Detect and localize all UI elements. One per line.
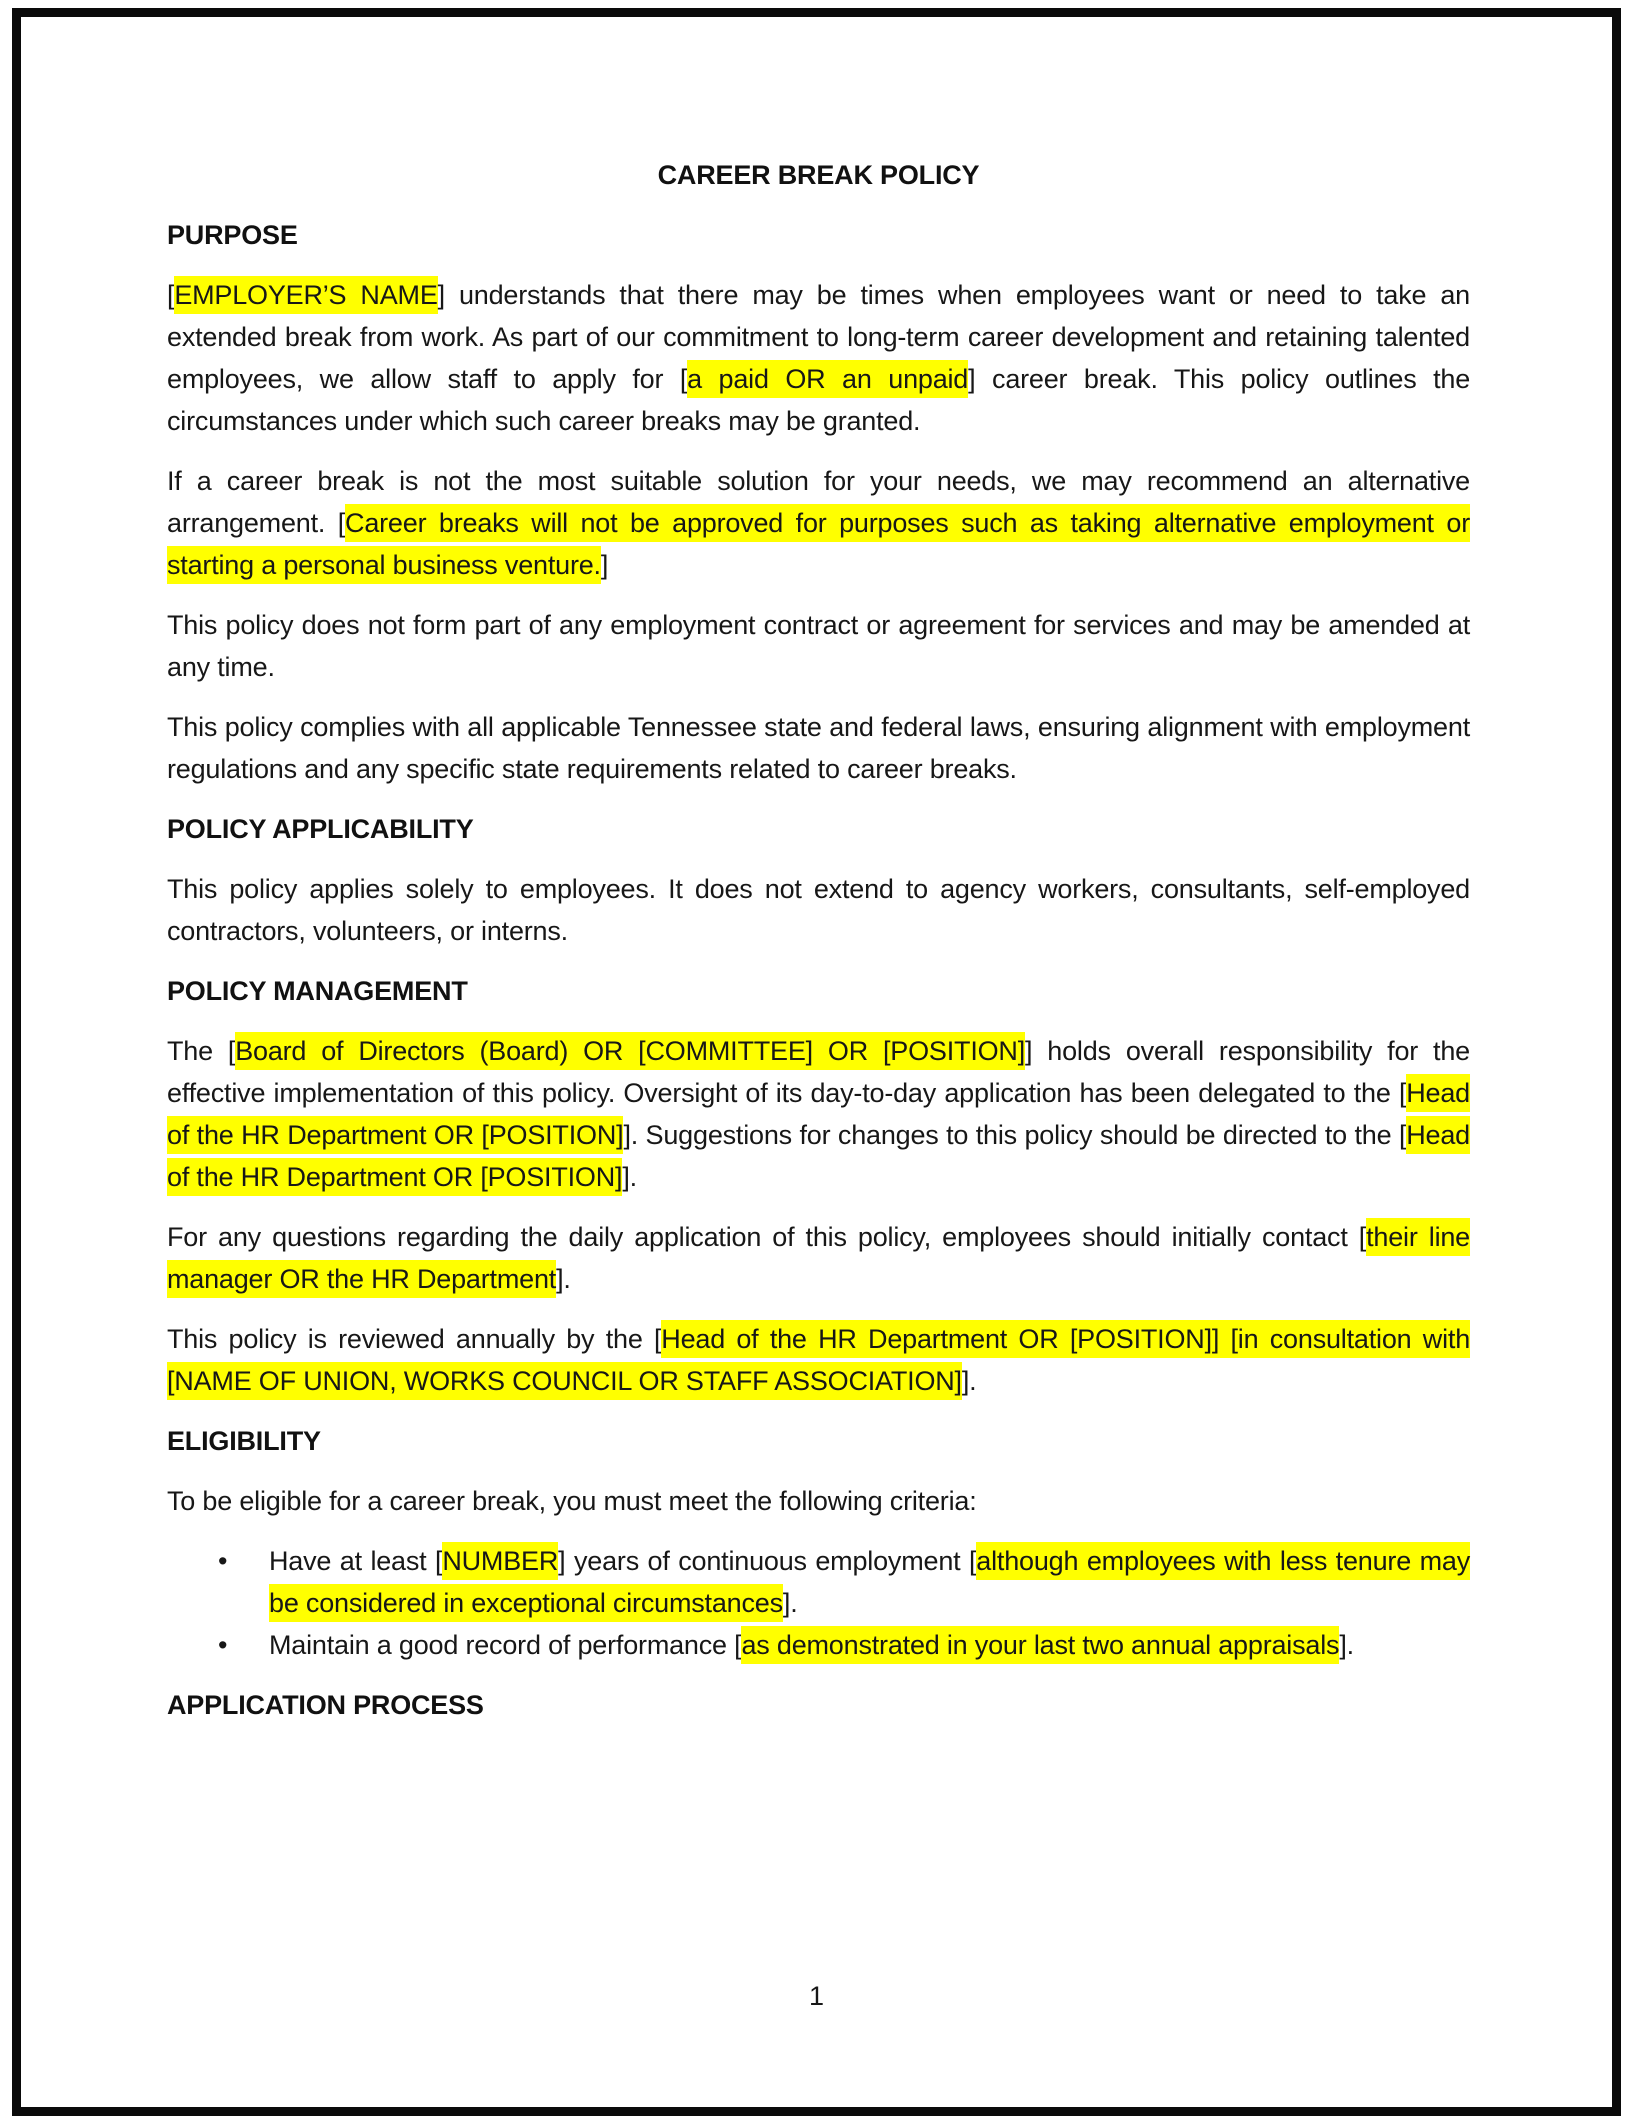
text-run: To be eligible for a career break, you must meet the following criteria:	[167, 1486, 977, 1516]
highlighted-text: as demonstrated in your last two annual appraisals	[741, 1626, 1339, 1664]
paragraph	[167, 460, 1470, 586]
text-run: If a career break is not the most suitable solution for your needs, we may recommend an alternative arrangement. [	[167, 466, 1470, 538]
section-heading: POLICY APPLICABILITY	[167, 814, 474, 844]
document-blocks	[167, 214, 1470, 1726]
highlighted-text: Career breaks will not be approved for purposes such as taking alternative employment or starting a personal business venture.	[167, 504, 1470, 584]
text-run: ] understands that there may be times when employees want or need to take an extended break from work. As part of our commitment to long-term career development and retaining talented employees, we allow staff to apply for [	[167, 280, 1470, 394]
text-run: The [	[167, 1036, 236, 1066]
highlighted-text: their line manager OR the HR Department	[167, 1218, 1470, 1298]
text-run: ]	[600, 550, 609, 580]
highlighted-text: a paid OR an unpaid	[687, 360, 968, 398]
text-run: ] holds overall responsibility for the effective implementation of this policy. Oversight of its day-to-day application has been delegated to the [	[167, 1036, 1470, 1108]
paragraph	[167, 1318, 1470, 1402]
text-run: This policy does not form part of any employment contract or agreement for services and may be amended at any time.	[167, 610, 1470, 682]
paragraph	[167, 274, 1470, 442]
text-run: ]. Suggestions for changes to this policy should be directed to the [	[623, 1120, 1407, 1150]
section-heading: POLICY MANAGEMENT	[167, 976, 468, 1006]
paragraph	[167, 604, 1470, 688]
bullet-icon: •	[218, 1546, 228, 1576]
bullet-text	[269, 1542, 1470, 1622]
section-heading: PURPOSE	[167, 220, 298, 250]
paragraph	[167, 1030, 1470, 1198]
bullet-item	[167, 1624, 1470, 1666]
highlighted-text: Head of the HR Department OR [POSITION]] [in consultation with [NAME OF UNION, WORKS COUNCIL OR STAFF ASSOCIATION]	[167, 1320, 1470, 1400]
document-content	[21, 17, 1612, 1726]
text-run: ].	[622, 1162, 637, 1192]
bullet-list	[167, 1540, 1470, 1666]
text-run: ] years of continuous employment [	[558, 1546, 977, 1576]
paragraph	[167, 1480, 1470, 1522]
highlighted-text: Head of the HR Department OR [POSITION]	[167, 1074, 1470, 1154]
text-run: ] career break. This policy outlines the circumstances under which such career breaks may be granted.	[167, 364, 1471, 436]
paragraph	[167, 706, 1470, 790]
text-run: ].	[556, 1264, 571, 1294]
paragraph	[167, 1216, 1470, 1300]
text-run: This policy complies with all applicable Tennessee state and federal laws, ensuring alignment with employment regulations and any specific state requirements related to career breaks.	[167, 712, 1470, 784]
text-run: Have at least [	[269, 1546, 443, 1576]
document-title: CAREER BREAK POLICY	[657, 160, 980, 190]
highlighted-text: Head of the HR Department OR [POSITION]	[167, 1116, 1470, 1196]
page-number: 1	[808, 1981, 825, 2011]
text-run: ].	[1339, 1630, 1354, 1660]
text-run: This policy is reviewed annually by the [	[167, 1324, 662, 1354]
highlighted-text: Board of Directors (Board) OR [COMMITTEE] OR [POSITION]	[235, 1032, 1025, 1070]
highlighted-text: EMPLOYER’S NAME	[174, 276, 437, 314]
text-run: ].	[961, 1366, 977, 1396]
section-heading: ELIGIBILITY	[167, 1426, 321, 1456]
paragraph	[167, 868, 1470, 952]
text-run: For any questions regarding the daily application of this policy, employees should initially contact [	[167, 1222, 1367, 1252]
text-run: Maintain a good record of performance [	[269, 1630, 742, 1660]
bullet-text	[269, 1626, 1354, 1664]
bullet-icon: •	[218, 1630, 228, 1660]
text-run: [	[167, 280, 175, 310]
highlighted-text: NUMBER	[442, 1542, 558, 1580]
document-page	[12, 8, 1621, 2116]
section-heading: APPLICATION PROCESS	[167, 1690, 484, 1720]
text-run: This policy applies solely to employees. It does not extend to agency workers, consultants, self-employed contractors, volunteers, or interns.	[167, 874, 1470, 946]
highlighted-text: although employees with less tenure may be considered in exceptional circumstances	[269, 1542, 1470, 1622]
bullet-item	[167, 1540, 1470, 1624]
text-run: ].	[782, 1588, 798, 1618]
